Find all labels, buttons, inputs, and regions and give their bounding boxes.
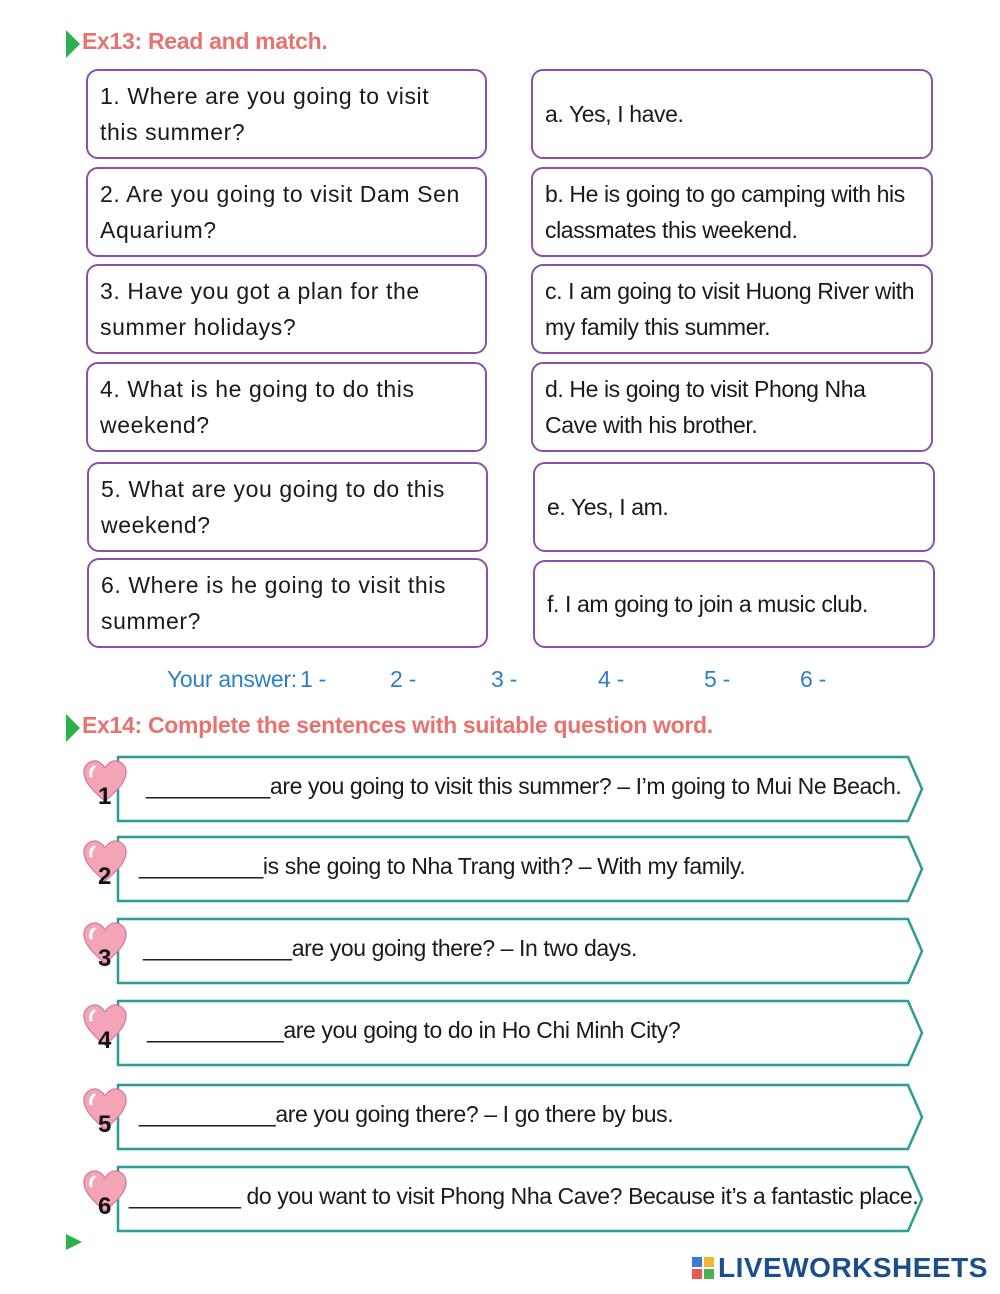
item-number: 3	[98, 945, 112, 972]
item-sentence: __________is she going to Nha Trang with? – With my family.	[139, 853, 746, 879]
fill-item-5	[82, 1083, 924, 1151]
item-sentence: ____________are you going there? – In two days.	[143, 935, 637, 961]
answer-card-d[interactable]: d. He is going to visit Phong Nha Cave with his brother.	[531, 362, 933, 452]
item-number: 5	[98, 1111, 112, 1138]
answer-slot-1[interactable]: 1 -	[300, 666, 326, 692]
answer-blank[interactable]: ____________	[143, 935, 292, 961]
answer-blank[interactable]: ___________	[139, 1101, 276, 1127]
item-number: 6	[98, 1193, 112, 1220]
question-card-5[interactable]: 5. What are you going to do this weekend?	[87, 462, 488, 552]
item-sentence: _________ do you want to visit Phong Nha Cave? Because it’s a fantastic place.	[129, 1183, 919, 1209]
question-card-6[interactable]: 6. Where is he going to visit this summer?	[87, 558, 488, 648]
fill-item-3	[82, 917, 924, 985]
answer-blank[interactable]: __________	[139, 853, 263, 879]
answer-blank[interactable]: _________	[129, 1183, 241, 1209]
item-number: 4	[98, 1027, 112, 1054]
question-card-2[interactable]: 2. Are you going to visit Dam Sen Aquarium?	[86, 167, 487, 257]
item-number: 1	[98, 783, 112, 810]
fill-item-2	[82, 835, 924, 903]
fill-item-1	[82, 755, 924, 823]
item-sentence: ___________are you going to do in Ho Chi Minh City?	[147, 1017, 681, 1043]
ex13-title: Ex13: Read and match.	[66, 28, 328, 55]
answer-slot-4[interactable]: 4 -	[598, 666, 624, 692]
answer-blank[interactable]: __________	[146, 773, 270, 799]
flag-icon	[66, 714, 80, 742]
answer-card-b[interactable]: b. He is going to go camping with his classmates this weekend.	[531, 167, 933, 257]
liveworksheets-logo[interactable]	[692, 1252, 988, 1284]
answer-card-a[interactable]: a. Yes, I have.	[531, 69, 933, 159]
question-card-1[interactable]: 1. Where are you going to visit this summer?	[86, 69, 487, 159]
logo-squares-icon	[692, 1257, 714, 1279]
answer-slot-5[interactable]: 5 -	[704, 666, 730, 692]
answer-card-e[interactable]: e. Yes, I am.	[533, 462, 935, 552]
brand-name: LIVEWORKSHEETS	[718, 1252, 988, 1283]
fill-item-4	[82, 999, 924, 1067]
flag-icon	[66, 1234, 82, 1250]
ex14-title: Ex14: Complete the sentences with suitable question word.	[66, 712, 713, 739]
question-card-4[interactable]: 4. What is he going to do this weekend?	[86, 362, 487, 452]
fill-item-6	[82, 1165, 924, 1233]
your-answer-row	[0, 666, 1000, 700]
your-answer-label: Your answer:	[167, 666, 297, 692]
answer-card-c[interactable]: c. I am going to visit Huong River with my family this summer.	[531, 264, 933, 354]
flag-icon	[66, 30, 80, 58]
answer-card-f[interactable]: f. I am going to join a music club.	[533, 560, 935, 648]
answer-slot-3[interactable]: 3 -	[491, 666, 517, 692]
item-sentence: __________are you going to visit this summer? – I’m going to Mui Ne Beach.	[146, 773, 902, 799]
item-number: 2	[98, 863, 112, 890]
question-card-3[interactable]: 3. Have you got a plan for the summer holidays?	[86, 264, 487, 354]
answer-blank[interactable]: ___________	[147, 1017, 284, 1043]
item-sentence: ___________are you going there? – I go there by bus.	[139, 1101, 674, 1127]
answer-slot-2[interactable]: 2 -	[390, 666, 416, 692]
answer-slot-6[interactable]: 6 -	[800, 666, 826, 692]
